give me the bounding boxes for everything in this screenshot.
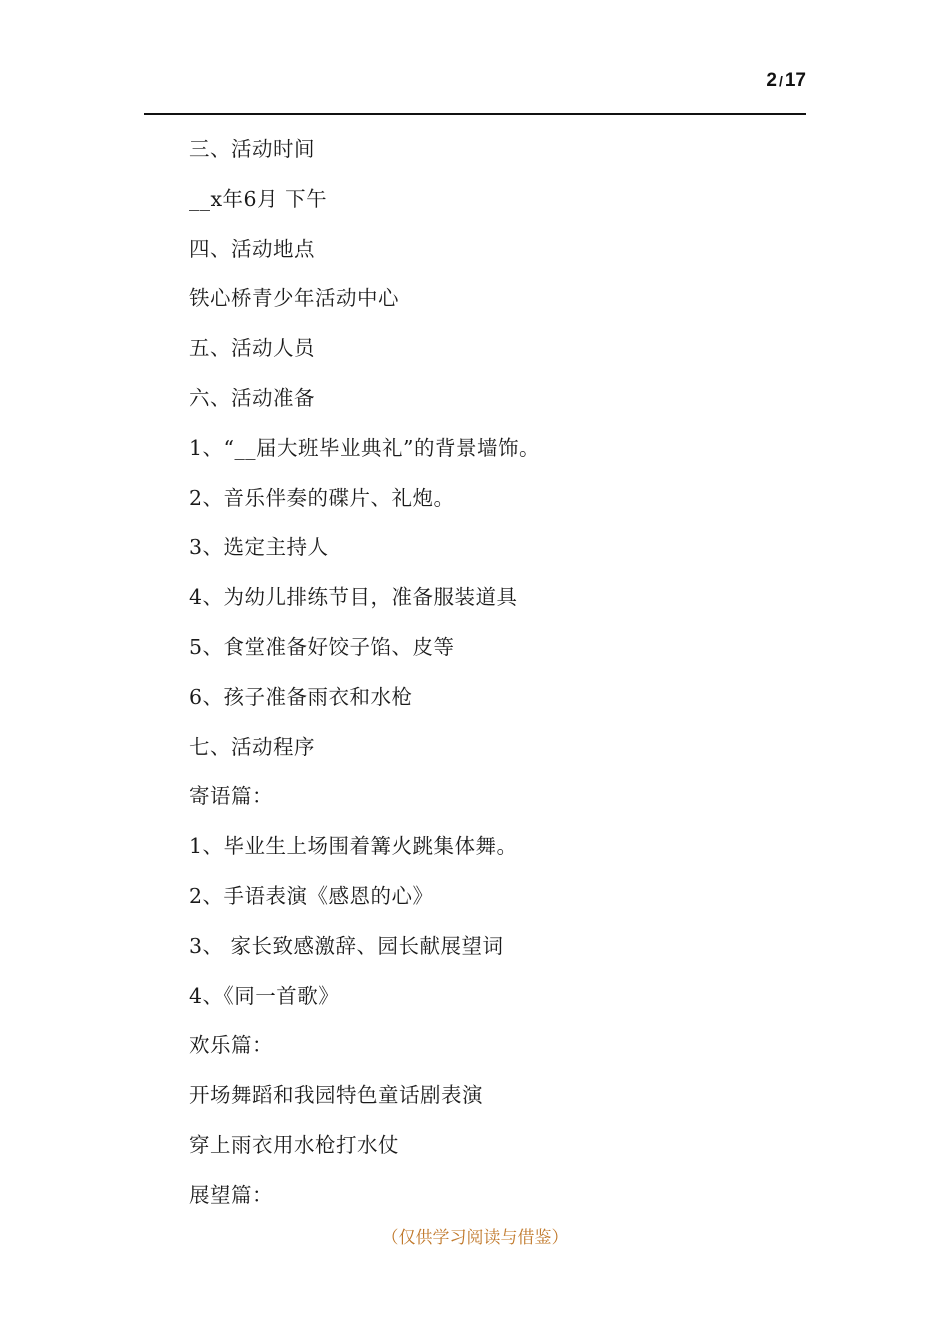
paragraph-line: 开场舞蹈和我园特色童话剧表演 [189,1083,483,1108]
total-pages: 17 [784,70,806,91]
subsection-heading: 欢乐篇： [189,1033,273,1058]
list-item: 2、音乐伴奏的碟片、礼炮。 [189,485,455,510]
list-item: 5、食堂准备好饺子馅、皮等 [189,634,455,659]
list-item: 1、毕业生上场围着篝火跳集体舞。 [189,834,518,859]
document-body [189,125,789,1221]
subsection-heading: 展望篇： [189,1182,273,1207]
section-heading-participants: 五、活动人员 [189,336,315,361]
subsection-heading: 寄语篇： [189,784,273,809]
header-divider [144,113,806,115]
page-separator: / [778,73,783,89]
list-item: 2、手语表演《感恩的心》 [189,883,434,908]
section-heading-location: 四、活动地点 [189,236,315,261]
list-item: 1、“__届大班毕业典礼”的背景墙饰。 [189,435,541,460]
page-number [766,66,806,96]
current-page: 2 [766,70,777,91]
list-item: 3、 家长致感激辞、园长献展望词 [189,933,504,958]
paragraph-line: __x年6月 下午 [189,186,328,211]
paragraph-line: 铁心桥青少年活动中心 [189,286,399,311]
list-item: 3、选定主持人 [189,535,329,560]
list-item: 6、孩子准备雨衣和水枪 [189,684,413,709]
section-heading-preparation: 六、活动准备 [189,385,315,410]
section-heading-procedure: 七、活动程序 [189,734,315,759]
list-item: 4、《同一首歌》 [189,983,340,1008]
section-heading-time: 三、活动时间 [189,137,315,161]
list-item: 4、为幼儿排练节目，准备服装道具 [189,585,518,610]
paragraph-line: 穿上雨衣用水枪打水仗 [189,1132,399,1157]
footer-disclaimer: （仅供学习阅读与借鉴） [381,1228,569,1248]
